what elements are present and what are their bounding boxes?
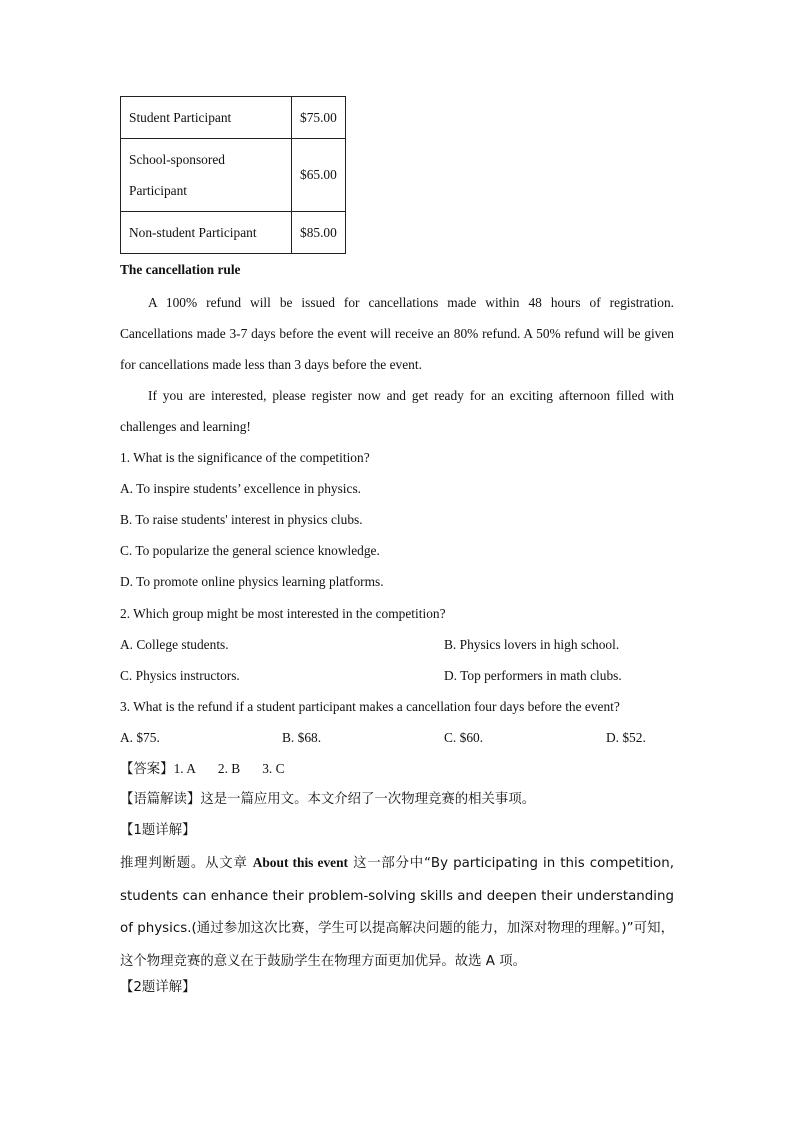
detail-1-label: 【1题详解】	[120, 823, 196, 838]
answer-line	[120, 760, 307, 779]
fee-category	[121, 139, 292, 212]
question-2-stem: 2. Which group might be most interested in the competition?	[120, 606, 446, 621]
answer-key: 3. C	[262, 761, 285, 776]
fee-category: Student Participant	[121, 97, 292, 139]
question-3-option-b: B. $68.	[282, 730, 322, 745]
question-1-stem: 1. What is the significance of the competition?	[120, 450, 370, 465]
question-3-option-d: D. $52.	[606, 730, 646, 745]
fee-category-line1: School-sponsored	[129, 152, 225, 167]
detail-1-explanation	[120, 847, 674, 977]
fee-category: Non-student Participant	[121, 212, 292, 254]
fee-row	[121, 139, 346, 212]
answer-key: 1. A	[173, 761, 196, 776]
cancellation-heading: The cancellation rule	[120, 262, 241, 277]
question-2-option-c: C. Physics instructors.	[120, 668, 240, 683]
answer-label: 【答案】	[120, 762, 174, 777]
cancellation-paragraph	[120, 287, 674, 380]
question-3-option-c: C. $60.	[444, 730, 484, 745]
question-1-option-d: D. To promote online physics learning platforms.	[120, 574, 384, 589]
fee-row	[121, 212, 346, 254]
detail-1-text-before: 推理判断题。从文章	[120, 856, 253, 871]
question-2-option-a: A. College students.	[120, 637, 229, 652]
reading-analysis	[120, 791, 535, 809]
fee-table	[120, 96, 346, 254]
detail-1-text-after: 这一部分中“By participating in this competition, students can enhance their problem-solving skills and deepen their understanding of physics.(通过参加这次比赛，学生可以提高解决问题的能力，加深对物理的理解。)”可知，这个物理竞赛的意义在于鼓励学生在物理方面更加优异。故选 A 项。	[120, 856, 674, 969]
reading-analysis-label: 【语篇解读】	[120, 792, 201, 807]
question-1-option-c: C. To popularize the general science knowledge.	[120, 543, 380, 558]
fee-price: $85.00	[292, 212, 346, 254]
detail-1-bold-section: About this event	[252, 855, 349, 870]
detail-2-label: 【2题详解】	[120, 980, 196, 995]
reading-analysis-text: 这是一篇应用文。本文介绍了一次物理竞赛的相关事项。	[200, 792, 536, 807]
question-2-option-d: D. Top performers in math clubs.	[444, 668, 622, 683]
cancellation-text: A 100% refund will be issued for cancellations made within 48 hours of registration. Cancellations made 3-7 days before the event will receive an 80% refund. A 50% refund will be given for cancellations made less than 3 days before the event.	[120, 295, 674, 372]
question-3-stem: 3. What is the refund if a student participant makes a cancellation four days before the event?	[120, 699, 620, 714]
question-2-option-b: B. Physics lovers in high school.	[444, 637, 620, 652]
answer-key: 2. B	[217, 761, 241, 776]
invitation-paragraph	[120, 380, 674, 442]
invitation-text: If you are interested, please register now and get ready for an exciting afternoon filled with challenges and learning!	[120, 388, 674, 434]
question-1-option-a: A. To inspire students’ excellence in physics.	[120, 481, 362, 496]
question-1-option-b: B. To raise students' interest in physics clubs.	[120, 512, 363, 527]
fee-category-line2: Participant	[129, 183, 188, 198]
fee-row	[121, 97, 346, 139]
question-3-option-a: A. $75.	[120, 730, 160, 745]
fee-price: $75.00	[292, 97, 346, 139]
fee-price: $65.00	[292, 139, 346, 212]
